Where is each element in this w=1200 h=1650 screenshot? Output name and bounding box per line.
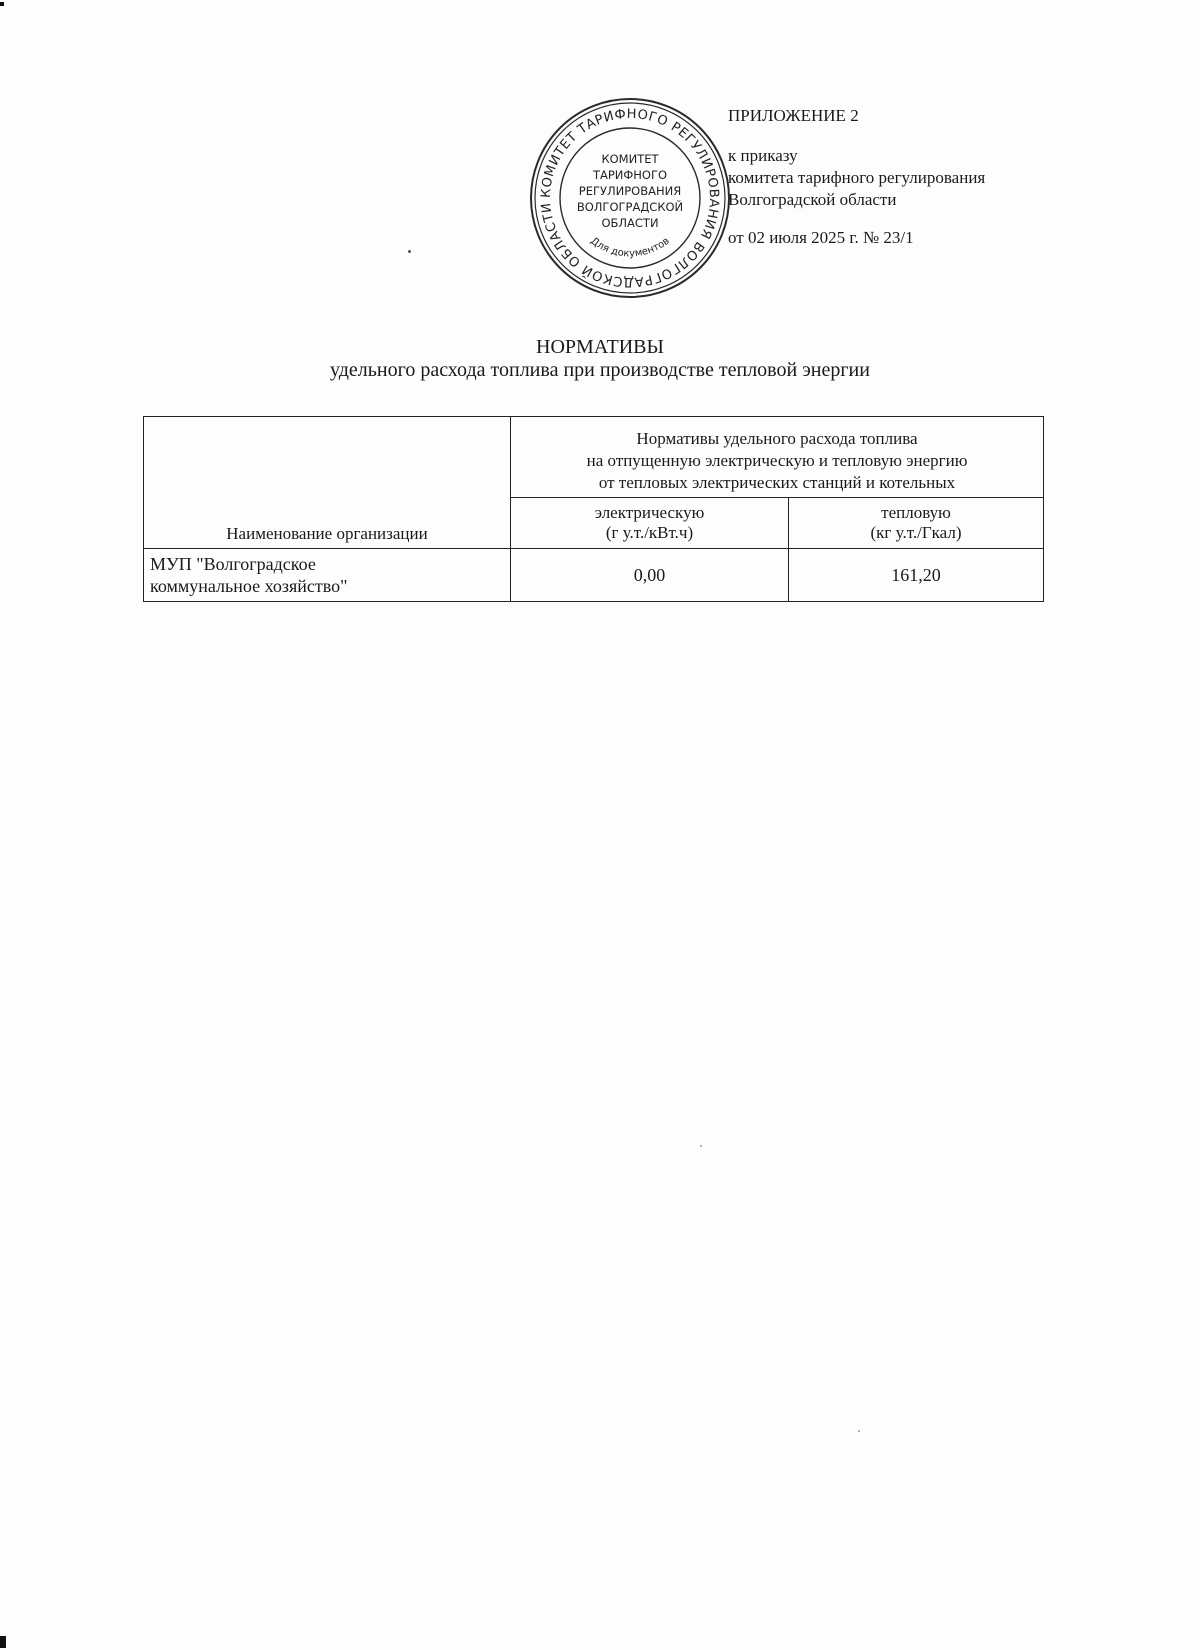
svg-text:РЕГУЛИРОВАНИЯ: РЕГУЛИРОВАНИЯ: [578, 184, 682, 198]
scan-speck: [700, 1145, 702, 1147]
official-stamp: [527, 95, 733, 301]
scan-speck: [858, 1430, 860, 1432]
svg-text:ВОЛГОГРАДСКОЙ: ВОЛГОГРАДСКОЙ: [576, 200, 684, 214]
svg-text:Для документов: Для документов: [588, 235, 672, 260]
appendix-order-ref: к приказу: [728, 146, 798, 165]
appendix-region: Волгоградской области: [728, 190, 897, 209]
header-norms-line: Нормативы удельного расхода топлива: [636, 429, 918, 449]
document-title-block: [0, 336, 1200, 382]
svg-text:ТАРИФНОГО: ТАРИФНОГО: [592, 168, 668, 182]
header-electric-unit: (г у.т./кВт.ч): [605, 523, 694, 543]
appendix-header: [728, 105, 1058, 249]
scan-edge-mark: [0, 1636, 6, 1648]
svg-text:КОМИТЕТ: КОМИТЕТ: [601, 152, 659, 166]
appendix-title: ПРИЛОЖЕНИЕ 2: [728, 106, 859, 125]
header-thermal-unit: (кг у.т./Гкал): [870, 523, 962, 543]
document-title: НОРМАТИВЫ: [536, 336, 664, 358]
cell-electric-value: 0,00: [511, 549, 789, 602]
scan-edge-mark: [0, 2, 4, 6]
header-org-name: Наименование организации: [144, 417, 511, 549]
header-electric-label: электрическую: [594, 503, 705, 523]
header-norms-line: на отпущенную электрическую и тепловую энергию: [586, 451, 968, 471]
cell-org-name: [144, 549, 511, 602]
header-norms-group: [511, 417, 1044, 498]
header-thermal-label: тепловую: [881, 503, 951, 523]
document-subtitle: удельного расхода топлива при производстве тепловой энергии: [330, 359, 870, 381]
header-norms-line: от тепловых электрических станций и котельных: [598, 473, 956, 493]
table-header-row: [144, 417, 1044, 498]
norms-table: [143, 416, 1044, 602]
stamp-seal-graphic: [527, 95, 733, 301]
scan-speck: [408, 250, 411, 253]
org-name-line: коммунальное хозяйство": [150, 576, 348, 596]
table-row: [144, 549, 1044, 602]
org-name-line: МУП "Волгоградское: [150, 554, 316, 574]
header-electric: [511, 498, 789, 549]
appendix-committee: комитета тарифного регулирования: [728, 168, 986, 187]
svg-text:ОБЛАСТИ: ОБЛАСТИ: [601, 216, 659, 230]
cell-thermal-value: 161,20: [789, 549, 1044, 602]
header-thermal: [789, 498, 1044, 549]
svg-text:КОМИТЕТ ТАРИФНОГО РЕГУЛИРОВАНИ: КОМИТЕТ ТАРИФНОГО РЕГУЛИРОВАНИЯ ВОЛГОГРАДСКОЙ ОБЛАСТИ: [538, 106, 722, 290]
appendix-date: от 02 июля 2025 г. № 23/1: [728, 228, 914, 247]
